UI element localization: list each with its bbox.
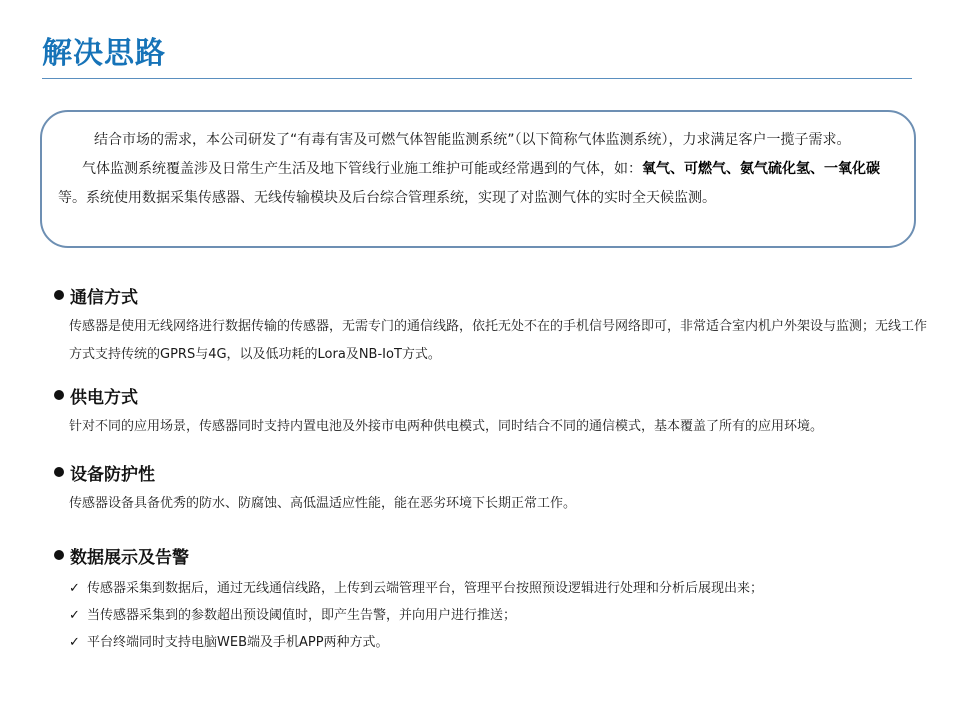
- filled-circle-icon: [54, 467, 64, 477]
- intro-paragraph-2: [58, 155, 898, 213]
- title-divider: [42, 78, 912, 79]
- filled-circle-icon: [54, 550, 64, 560]
- section-protection: [54, 460, 934, 518]
- check-icon: ✓: [69, 635, 80, 650]
- page-title: 解决思路: [42, 36, 166, 71]
- section-body: 传感器设备具备优秀的防水、防腐蚀、高低温适应性能，能在恶劣环境下长期正常工作。: [69, 496, 577, 511]
- section-title: 通信方式: [70, 287, 138, 308]
- intro-p2-prefix: 气体监测系统覆盖涉及日常生产生活及地下管线行业施工维护可能或经常遇到的气体，如：: [82, 161, 642, 177]
- section-body: 针对不同的应用场景，传感器同时支持内置电池及外接市电两种供电模式，同时结合不同的通信模式，基本覆盖了所有的应用环境。: [69, 419, 824, 434]
- section-title: 供电方式: [70, 387, 138, 408]
- check-icon: ✓: [69, 608, 80, 623]
- section-body: 传感器是使用无线网络进行数据传输的传感器，无需专门的通信线路，依托无处不在的手机信号网络即可，非常适合室内机户外架设与监测；无线工作方式支持传统的GPRS与4G，以及低功耗的Lora及NB-IoT方式。: [69, 319, 928, 362]
- section-communication: [54, 283, 934, 369]
- intro-gas-list: 氧气、可燃气、氨气硫化氢、一氧化碳: [642, 161, 880, 177]
- list-item: [69, 575, 934, 602]
- intro-paragraph-1: 结合市场的需求，本公司研发了“有毒有害及可燃气体智能监测系统”（以下简称气体监测系统），力求满足客户一揽子需求。: [94, 132, 851, 148]
- filled-circle-icon: [54, 290, 64, 300]
- section-display-alarm: [54, 543, 934, 656]
- section-title: 设备防护性: [70, 464, 155, 485]
- intro-box: [40, 110, 916, 248]
- check-icon: ✓: [69, 581, 80, 596]
- check-list: [69, 575, 934, 656]
- list-item-text: 平台终端同时支持电脑WEB端及手机APP两种方式。: [87, 635, 389, 650]
- list-item-text: 传感器采集到数据后，通过无线通信线路，上传到云端管理平台，管理平台按照预设逻辑进行处理和分析后展现出来；: [87, 581, 764, 596]
- filled-circle-icon: [54, 390, 64, 400]
- section-title: 数据展示及告警: [70, 547, 189, 568]
- intro-p2-suffix: 等。系统使用数据采集传感器、无线传输模块及后台综合管理系统，实现了对监测气体的实时全天候监测。: [58, 190, 716, 206]
- list-item-text: 当传感器采集到的参数超出预设阈值时，即产生告警，并向用户进行推送；: [87, 608, 517, 623]
- list-item: [69, 629, 934, 656]
- list-item: [69, 602, 934, 629]
- section-power: [54, 383, 934, 441]
